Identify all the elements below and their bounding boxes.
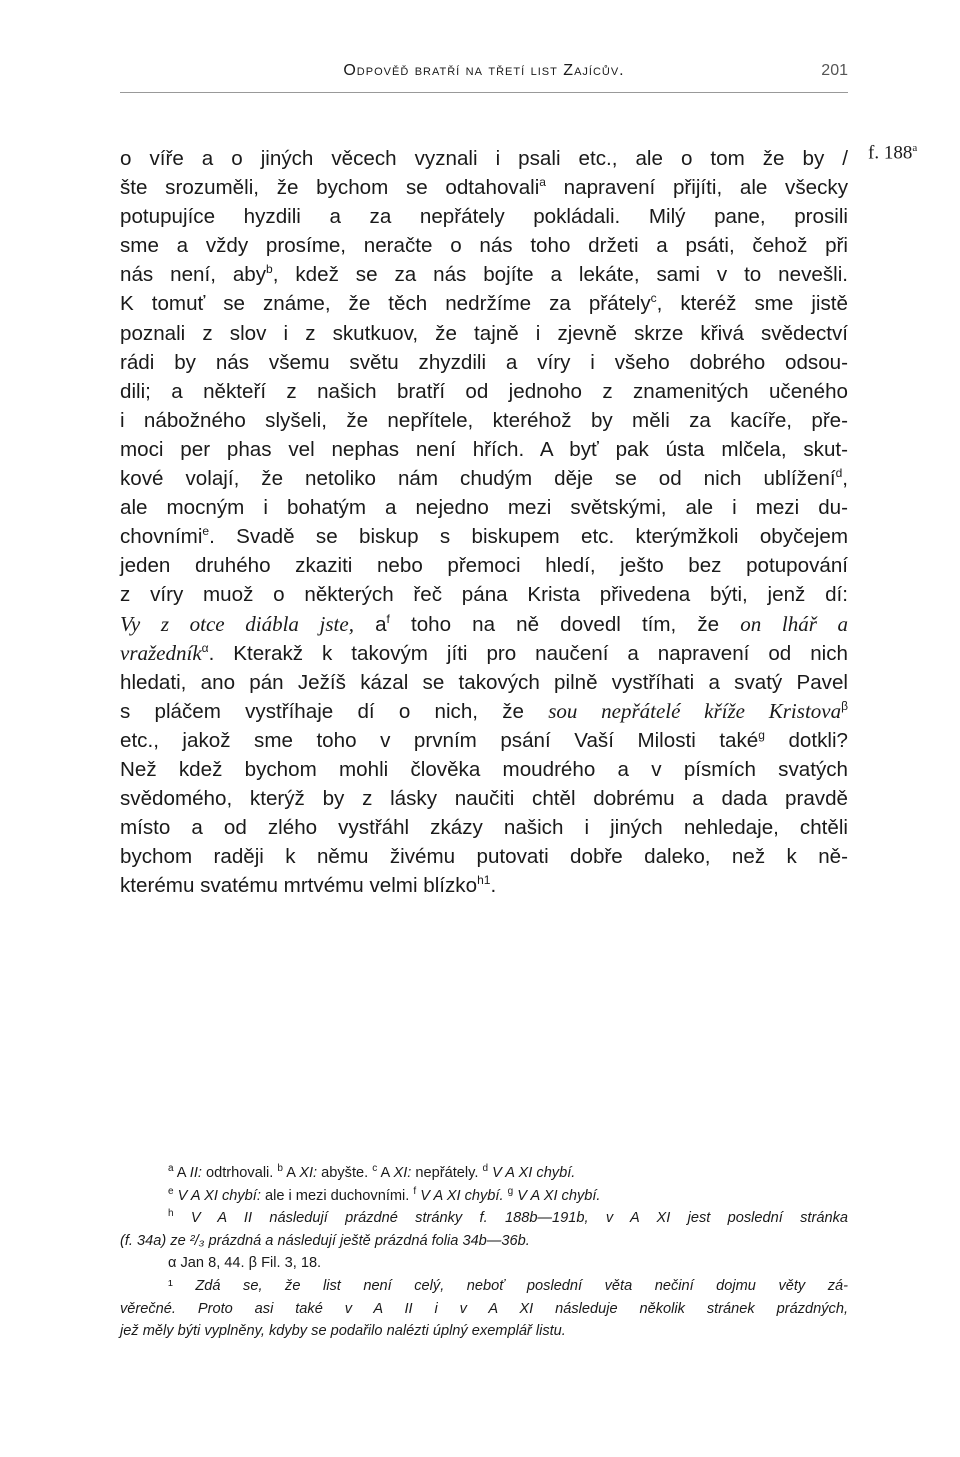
footnote-line: jež měly býti vyplněny, kdyby se podařilo nalézti úplný exemplář listu. (120, 1323, 566, 1340)
body-line: i nábožného slyšeli, že nepřítele, kteréhož by měli za kacíře, pře- (120, 408, 848, 432)
body-line: sme a vždy prosíme, neračte o nás toho držeti a psáti, čehož při (120, 234, 848, 258)
body-line: svědomého, kterýž by z lásky naučiti chtěl dobrému a dada pravdě (120, 787, 848, 811)
body-line: chovními$^e$. Svadě se biskup s biskupem etc. kterýmžkoli obyčejem (120, 524, 848, 549)
footnote-line: $^h$ V A II následují prázdné stránky f. 188b—191b, v A XI jest poslední stránka (168, 1208, 848, 1227)
folio-label: f. 188 (868, 142, 913, 164)
body-line: Než kdež bychom mohli člověka moudrého a v písmích svatých (120, 757, 848, 781)
running-header (120, 62, 848, 92)
footnote-line: věrečné. Proto asi také v A II i v A XI následuje několik stránek prázdných, (120, 1300, 848, 1317)
body-line: místo a od zlého vystřáhl zkázy našich i jiných nehledaje, chtěli (120, 816, 848, 840)
header-title: Odpověď bratří na třetí list Zajícův. (343, 62, 625, 79)
body-line: poznali z slov i z skutkuov, že tajně i zjevně skrze křivá svědectví (120, 321, 848, 345)
body-line: šte srozuměli, že bychom se odtahovali$^a$ napravení přijíti, ale všecky (120, 175, 848, 200)
body-line: dili; a někteří z našich bratří od jednoho z znamenitých učeného (120, 379, 848, 403)
footnote-line: ¹ Zdá se, že list není celý, neboť poslední věta nečiní dojmu věty zá- (168, 1277, 848, 1294)
body-line: bychom raději k němu živému putovati dobře daleko, než k ně- (120, 845, 848, 869)
body-line: o víře a o jiných věcech vyznali i psali etc., ale o tom že by / (120, 147, 848, 170)
body-line: nás není, aby$^b$, kdež se za nás bojíte a lekáte, sami v to nevešli. (120, 262, 848, 287)
body-line: K tomuť se známe, že těch nedržíme za přátely$^c$, kteréž sme jistě (120, 291, 848, 316)
body-line: Vy z otce diábla jste, $a^f$ toho na ně dovedl tím, že on lhář a (120, 611, 848, 636)
body-line: rádi by nás všemu světu zhyzdili a víry i všeho dobrého odsou- (120, 350, 848, 374)
page-number: 201 (821, 62, 848, 79)
margin-folio-note (868, 142, 917, 164)
body-line: ale mocným i bohatým a nejedno mezi světskými, ale i mezi du- (120, 496, 848, 520)
body-line: vražedník$^\alpha$. Kterakž k takovým jíti pro naučení a napravení od nich (120, 640, 848, 665)
body-line: jeden druhého zkaziti nebo přemoci hledí, ješto bez potupování (120, 554, 848, 578)
body-line: hledati, ano pán Ježíš kázal se takových pilně vystříhati a svatý Pavel (120, 670, 848, 694)
footnote-line: (f. 34a) ze ²/₃ prázdná a následují ještě prázdná folia 34b—36b. (120, 1232, 530, 1249)
footnote-line: α Jan 8, 44. β Fil. 3, 18. (168, 1255, 322, 1272)
body-line: kterému svatému mrtvému velmi blízko$^{h1}$. (120, 873, 497, 898)
header-rule (120, 92, 848, 93)
body-line: kové volají, že netoliko nám chudým děje se od nich ublížení$^d$, (120, 466, 848, 491)
footnote-line: $^e$ V A XI chybí: ale i mezi duchovními. $^f$ V A XI chybí. $^g$ V A XI chybí. (168, 1185, 601, 1204)
body-line: z víry muož o některých řeč pána Krista přivedena býti, jenž dí: (120, 583, 848, 607)
footnote-line: $^a$ A II: odtrhovali. $^b$ A XI: abyšte. $^c$ A XI: nepřátely. $^d$ V A XI chybí. (168, 1163, 576, 1181)
body-text (120, 144, 848, 900)
folio-side: a (912, 142, 918, 154)
body-line: potupujíce hyzdili a za nepřátely pokládali. Milý pane, prosili (120, 205, 848, 229)
body-line: s pláčem vystříhaje dí o nich, že sou nepřátelé kříže Kristova$^\beta$ (120, 698, 848, 723)
body-line: moci per phas vel nephas není hřích. A byť pak ústa mlčela, skut- (120, 437, 848, 461)
body-line: etc., jakož sme toho v prvním psání Vaší Milosti také$^g$ dotkli? (120, 728, 848, 752)
footnotes (120, 1162, 848, 1343)
